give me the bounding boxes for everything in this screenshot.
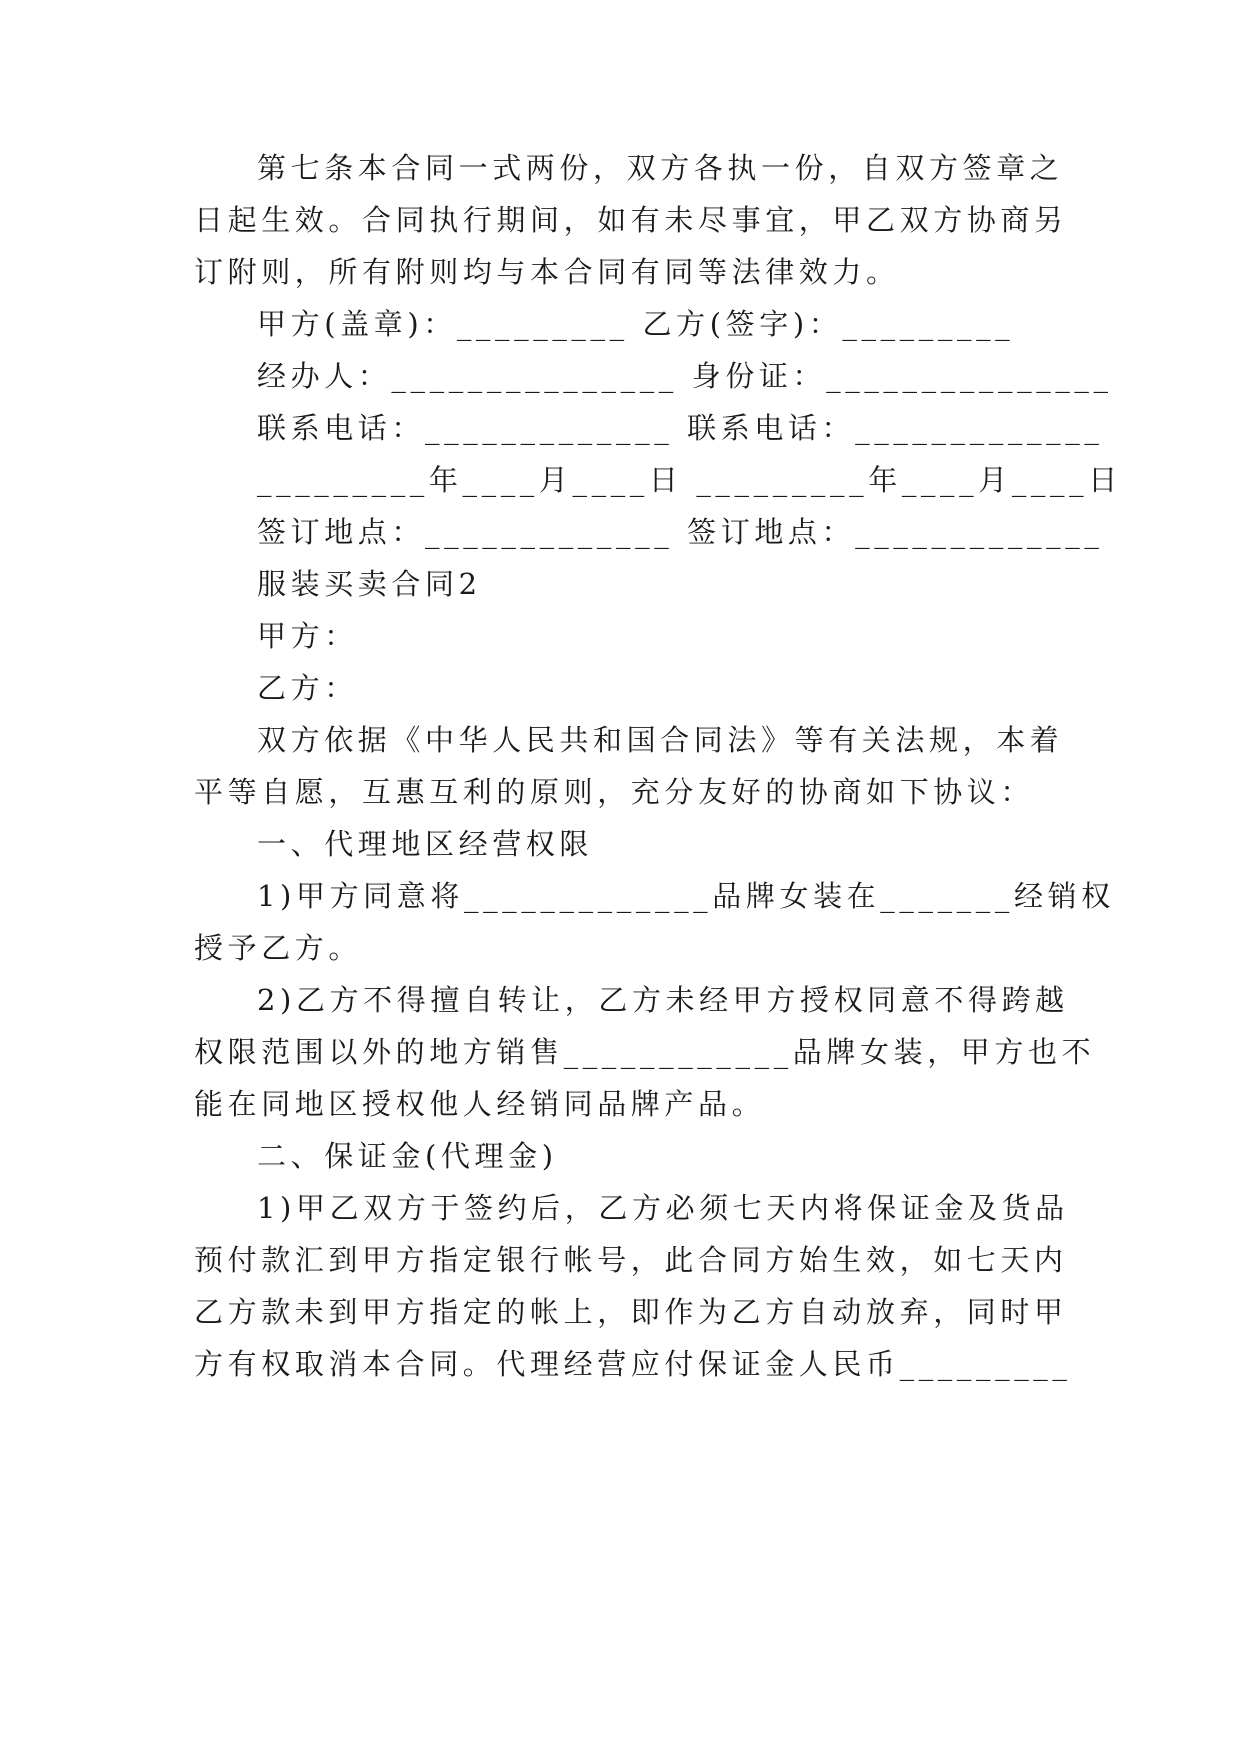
paragraph-line: 2)乙方不得擅自转让，乙方未经甲方授权同意不得跨越: [257, 983, 1069, 1017]
signature-line-phone: 联系电话：_____________ 联系电话：_____________: [257, 411, 1104, 445]
party-b-label: 乙方：: [257, 671, 358, 705]
paragraph-line: 授予乙方。: [194, 931, 363, 965]
party-a-label: 甲方：: [257, 619, 358, 653]
paragraph-line: 1)甲乙双方于签约后，乙方必须七天内将保证金及货品: [257, 1191, 1069, 1225]
signature-line-agent: 经办人：_______________ 身份证：_______________: [257, 359, 1113, 393]
clause-heading: 二、保证金(代理金): [257, 1139, 558, 1173]
paragraph-line: 双方依据《中华人民共和国合同法》等有关法规，本着: [257, 723, 1064, 757]
section-heading: 服装买卖合同2: [257, 567, 482, 601]
paragraph-line: 权限范围以外的地方销售____________品牌女装，甲方也不: [194, 1035, 1096, 1069]
paragraph-line: 1)甲方同意将_____________品牌女装在_______经销权: [257, 879, 1115, 913]
paragraph-line: 方有权取消本合同。代理经营应付保证金人民币_________: [194, 1347, 1072, 1381]
paragraph-line: 订附则，所有附则均与本合同有同等法律效力。: [194, 255, 900, 289]
signature-line-date: _________年____月____日 _________年____月____日: [257, 463, 1122, 497]
paragraph-line: 乙方款未到甲方指定的帐上，即作为乙方自动放弃，同时甲: [194, 1295, 1068, 1329]
paragraph-line: 第七条本合同一式两份，双方各执一份，自双方签章之: [257, 151, 1064, 185]
paragraph-line: 能在同地区授权他人经销同品牌产品。: [194, 1087, 766, 1121]
paragraph-line: 日起生效。合同执行期间，如有未尽事宜，甲乙双方协商另: [194, 203, 1068, 237]
paragraph-line: 平等自愿，互惠互利的原则，充分友好的协商如下协议：: [194, 775, 1035, 809]
paragraph-line: 预付款汇到甲方指定银行帐号，此合同方始生效，如七天内: [194, 1243, 1068, 1277]
signature-line-party: 甲方(盖章)：_________ 乙方(签字)：_________: [257, 307, 1015, 341]
clause-heading: 一、代理地区经营权限: [257, 827, 594, 861]
signature-line-place: 签订地点：_____________ 签订地点：_____________: [257, 515, 1104, 549]
